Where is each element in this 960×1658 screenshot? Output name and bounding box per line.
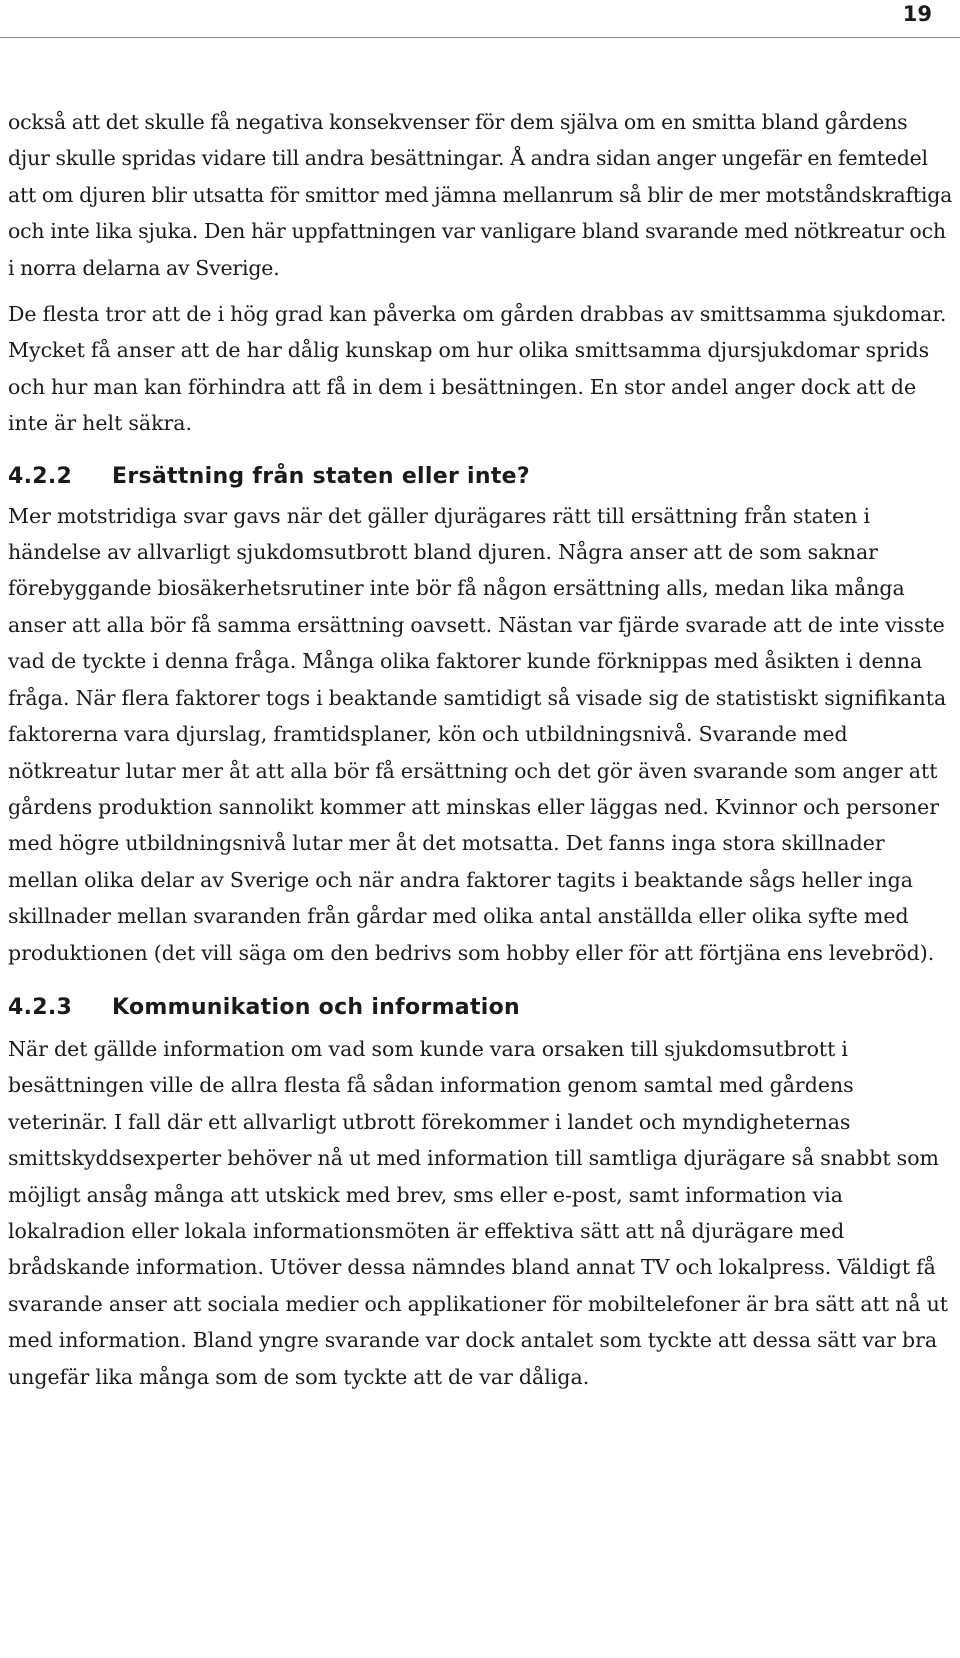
paragraph-section-4-2-3: När det gällde information om vad som kunde vara orsaken till sjukdomsutbrott i besättningen ville de allra flesta få sådan information genom samtal med gårdens veterinär. I fall där ett allvarligt utbrott förekommer i landet och myndigheternas smittskyddsexperter behöver nå ut med information till samtliga djurägare så snabbt som möjligt ansåg många att utskick med brev, sms eller e-post, samt information via lokalradion eller lokala informationsmöten är effektiva sätt att nå djurägare med brådskande information. Utöver dessa nämndes bland annat TV och lokalpress. Väldigt få svarande anser att sociala medier och applikationer för mobiltelefoner är bra sätt att nå ut med information. Bland yngre svarande var dock antalet som tyckte att dessa sätt var bra ungefär lika många som de som tyckte att de var dåliga. bbox=[8, 1036, 949, 1389]
section-title: Kommunikation och information bbox=[112, 994, 520, 1020]
section-number: 4.2.2 bbox=[8, 463, 73, 489]
document-body bbox=[8, 104, 954, 1395]
section-heading-4-2-2 bbox=[8, 462, 954, 492]
paragraph-intro-2: De flesta tror att de i hög grad kan påverka om gården drabbas av smittsamma sjukdomar. Mycket få anser att de har dålig kunskap om hur olika smittsamma djursjukdomar sprids och hur man kan förhindra att få in dem i besättningen. En stor andel anger dock att de inte är helt säkra. bbox=[8, 302, 947, 436]
header-rule bbox=[0, 37, 960, 38]
page-number: 19 bbox=[902, 2, 932, 26]
section-heading-4-2-3 bbox=[8, 993, 954, 1023]
paragraph-section-4-2-2: Mer motstridiga svar gavs när det gäller djurägares rätt till ersättning från staten i händelse av allvarligt sjukdomsutbrott bland djuren. Några anser att de som saknar förebyggande biosäkerhetsrutiner inte bör få någon ersättning alls, medan lika många anser att alla bör få samma ersättning oavsett. Nästan var fjärde svarade att de inte visste vad de tyckte i denna fråga. Många olika faktorer kunde förknippas med åsikten i denna fråga. När flera faktorer togs i beaktande samtidigt så visade sig de statistiskt signifikanta faktorerna vara djurslag, framtidsplaner, kön och utbildningsnivå. Svarande med nötkreatur lutar mer åt att alla bör få ersättning och det gör även svarande som anger att gårdens produktion sannolikt kommer att minskas eller läggas ned. Kvinnor och personer med högre utbildningsnivå lutar mer åt det motsatta. Det fanns inga stora skillnader mellan olika delar av Sverige och när andra faktorer tagits i beaktande sågs heller inga skillnader mellan svaranden från gårdar med olika antal anställda eller olika syfte med produktionen (det vill säga om den bedrivs som hobby eller för att förtjäna ens levebröd). bbox=[8, 503, 947, 965]
section-title: Ersättning från staten eller inte? bbox=[112, 463, 530, 489]
page-header bbox=[0, 0, 960, 40]
section-number: 4.2.3 bbox=[8, 994, 73, 1020]
paragraph-intro-1: också att det skulle få negativa konsekvenser för dem själva om en smitta bland gårdens djur skulle spridas vidare till andra besättningar. Å andra sidan anger ungefär en femtedel att om djuren blir utsatta för smittor med jämna mellanrum så blir de mer motståndskraftiga och inte lika sjuka. Den här uppfattningen var vanligare bland svarande med nötkreatur och i norra delarna av Sverige. bbox=[8, 110, 953, 280]
